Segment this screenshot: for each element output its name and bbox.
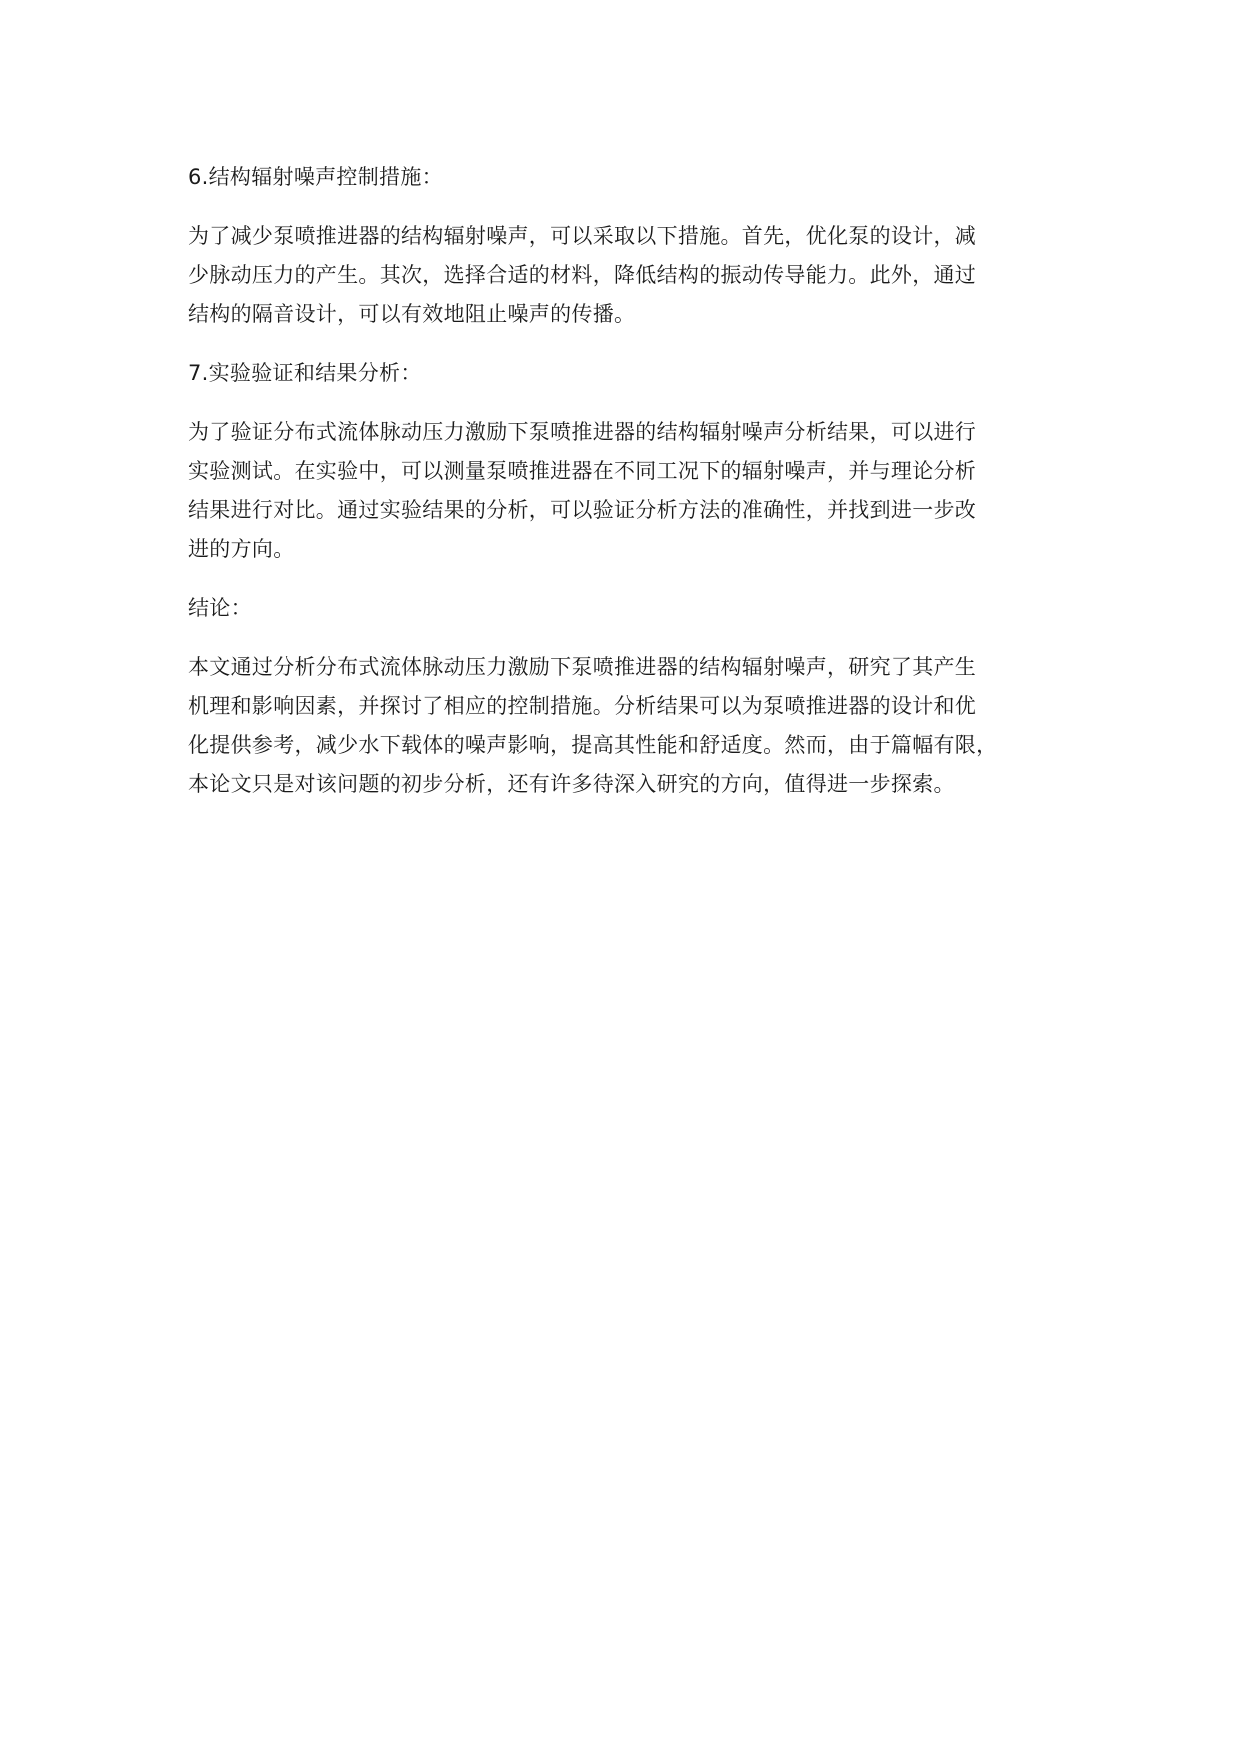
section-6-paragraph [188,217,1078,334]
section-7-paragraph [188,413,1078,569]
paragraph-line: 为了验证分布式流体脉动压力激励下泵喷推进器的结构辐射噪声分析结果，可以进行 [188,420,977,444]
paragraph-line: 少脉动压力的产生。其次，选择合适的材料，降低结构的振动传导能力。此外，通过 [188,263,977,287]
conclusion-heading: 结论： [188,596,252,620]
paragraph-line: 实验测试。在实验中，可以测量泵喷推进器在不同工况下的辐射噪声，并与理论分析 [188,459,977,483]
conclusion-paragraph [188,648,1078,804]
paragraph-line: 本论文只是对该问题的初步分析，还有许多待深入研究的方向，值得进一步探索。 [188,772,955,796]
section-6-heading: 6.结构辐射噪声控制措施： [188,165,443,189]
section-7-heading: 7.实验验证和结果分析： [188,361,422,385]
paragraph-line: 为了减少泵喷推进器的结构辐射噪声，可以采取以下措施。首先，优化泵的设计，减 [188,224,977,248]
paragraph-line: 结果进行对比。通过实验结果的分析，可以验证分析方法的准确性，并找到进一步改 [188,498,977,522]
document-body [188,158,1078,824]
paragraph-line: 本文通过分析分布式流体脉动压力激励下泵喷推进器的结构辐射噪声，研究了其产生 [188,655,977,679]
paragraph-line: 进的方向。 [188,537,295,561]
paragraph-line: 结构的隔音设计，可以有效地阻止噪声的传播。 [188,302,636,326]
paragraph-line: 化提供参考，减少水下载体的噪声影响，提高其性能和舒适度。然而，由于篇幅有限， [188,733,998,757]
paragraph-line: 机理和影响因素，并探讨了相应的控制措施。分析结果可以为泵喷推进器的设计和优 [188,694,977,718]
